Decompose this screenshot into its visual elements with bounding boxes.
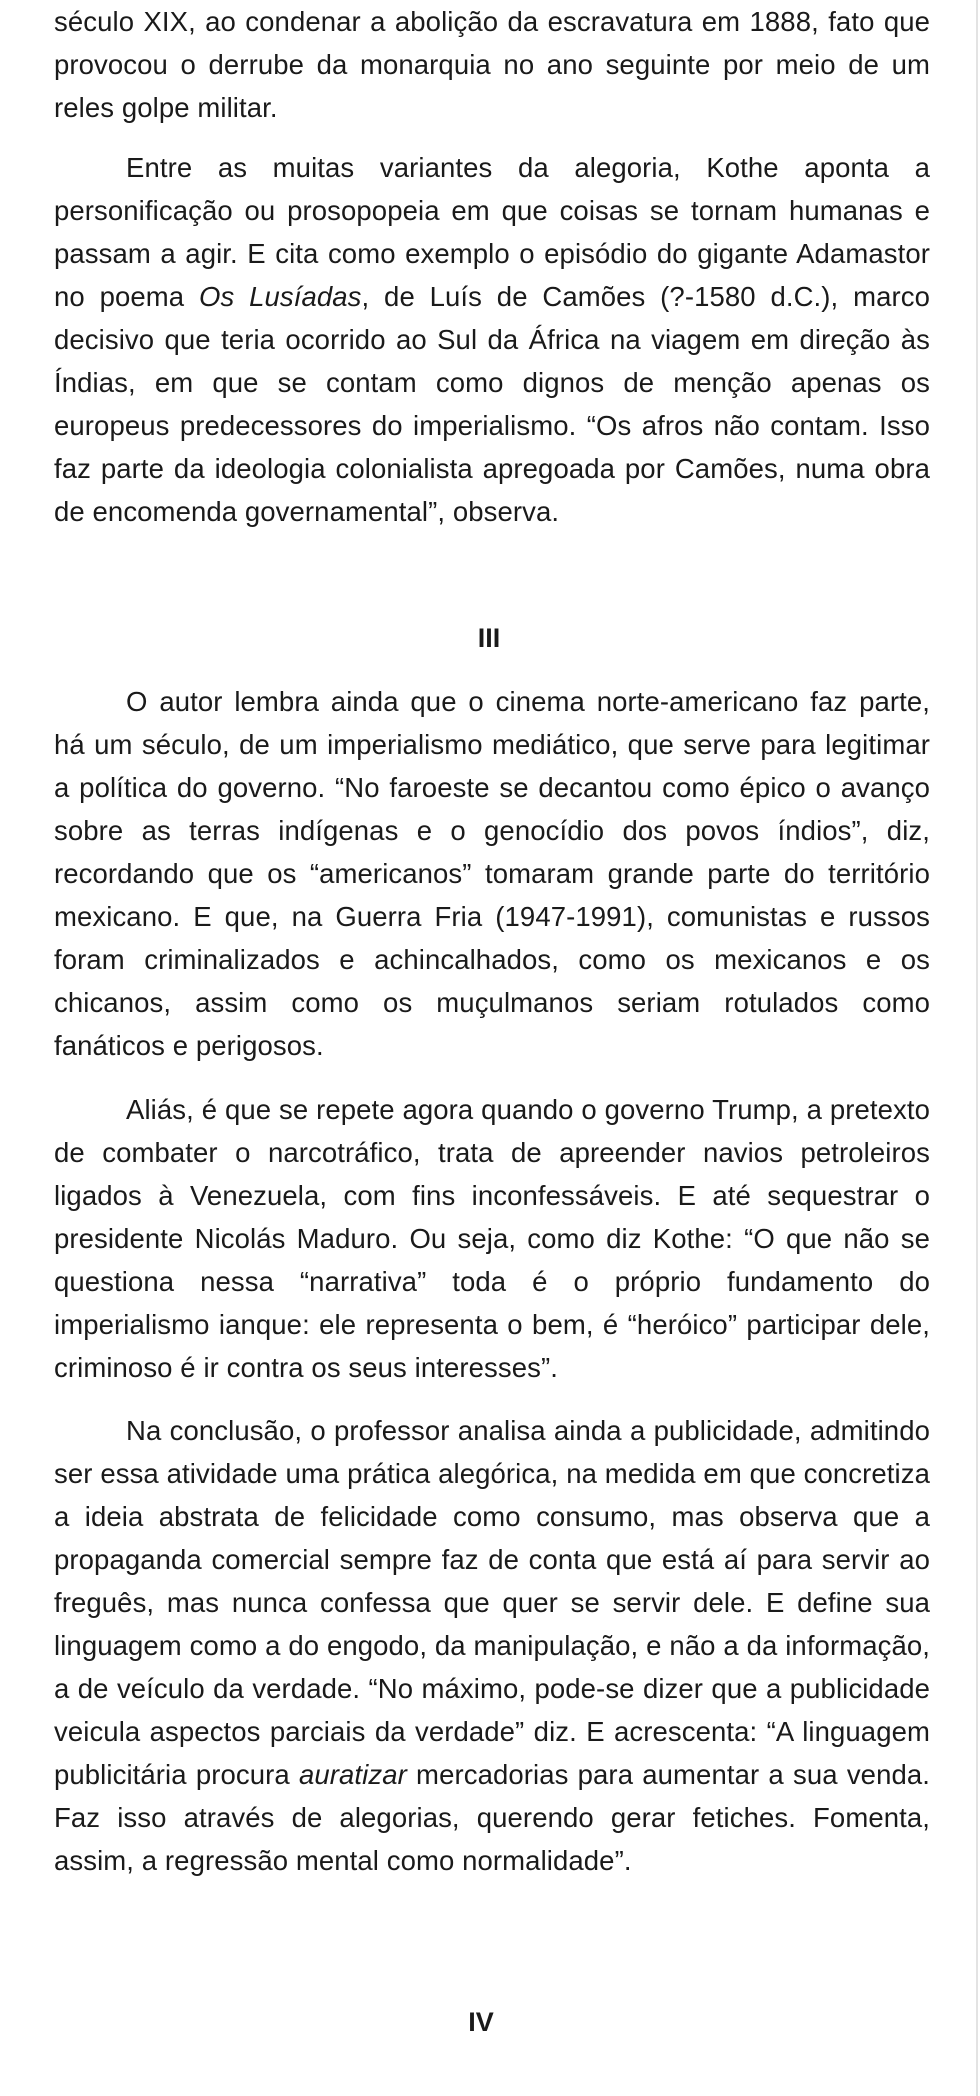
section-heading-iii: III [477,623,501,653]
paragraph-0: século XIX, ao condenar a abolição da escravatura em 1888, fato que provocou o derrube da monarquia no ano seguinte por meio de um reles golpe militar. [54,6,930,123]
work-title-os-lusiadas: Os Lusíadas [198,281,362,312]
paragraph-publicidade [54,1409,930,1882]
paragraph-trump [54,1088,930,1389]
paragraph-4 [54,1409,930,1882]
paragraph-3: Aliás, é que se repete agora quando o governo Trump, a pretexto de combater o narcotráfico, trata de apreender navios petroleiros ligados à Venezuela, com fins inconfessáveis. E até sequestrar o presidente Nicolás Maduro. Ou seja, como diz Kothe: “O que não se questiona nessa “narrativa” toda é o próprio fundamento do imperialismo ianque: ele representa o bem, é “heróico” participar dele, criminoso é ir contra os seus interesses”. [54,1094,930,1383]
paragraph-4-text-b: mercadorias para aumentar a sua venda. Faz isso através de alegorias, querendo gerar fetiches. Fomenta, assim, a regressão mental como normalidade”. [54,1759,930,1876]
paragraph-4-text-a: Na conclusão, o professor analisa ainda a publicidade, admitindo ser essa atividade uma prática alegórica, na medida em que concretiza a ideia abstrata de felicidade como consumo, mas observa que a propaganda comercial sempre faz de conta que está aí para servir ao freguês, mas nunca confessa que quer se servir dele. E define sua linguagem como a do engodo, da manipulação, e não a da informação, a de veículo da verdade. “No máximo, pode-se dizer que a publicidade veicula aspectos parciais da verdade” diz. E acrescenta: “A linguagem publicitária procura [54,1415,930,1790]
paragraph-cinema [54,680,930,1067]
section-heading-iv: IV [468,2007,494,2037]
paragraph-1-text-a: Entre as muitas variantes da alegoria, Kothe aponta a personificação ou prosopopeia em que coisas se tornam humanas e passam a agir. E cita como exemplo o episódio do gigante Adamastor no poema [54,152,930,312]
paragraph-1-text-b: , de Luís de Camões (?-1580 d.C.), marco decisivo que teria ocorrido ao Sul da África na viagem em direção às Índias, em que se contam como dignos de menção apenas os europeus predecessores do imperialismo. “Os afros não contam. Isso faz parte da ideologia colonialista apregoada por Camões, numa obra de encomenda governamental”, observa. [54,281,930,527]
paragraph-adamastor [54,146,930,533]
paragraph-1 [54,146,930,533]
paragraph-continuation [54,0,930,129]
paragraph-2: O autor lembra ainda que o cinema norte-americano faz parte, há um século, de um imperialismo mediático, que serve para legitimar a política do governo. “No faroeste se decantou como épico o avanço sobre as terras indígenas e o genocídio dos povos índios”, diz, recordando que os “americanos” tomaram grande parte do território mexicano. E que, na Guerra Fria (1947-1991), comunistas e russos foram criminalizados e achincalhados, como os mexicanos e os chicanos, assim como os muçulmanos seriam rotulados como fanáticos e perigosos. [54,686,930,1061]
emphasized-word-auratizar: auratizar [298,1759,407,1790]
